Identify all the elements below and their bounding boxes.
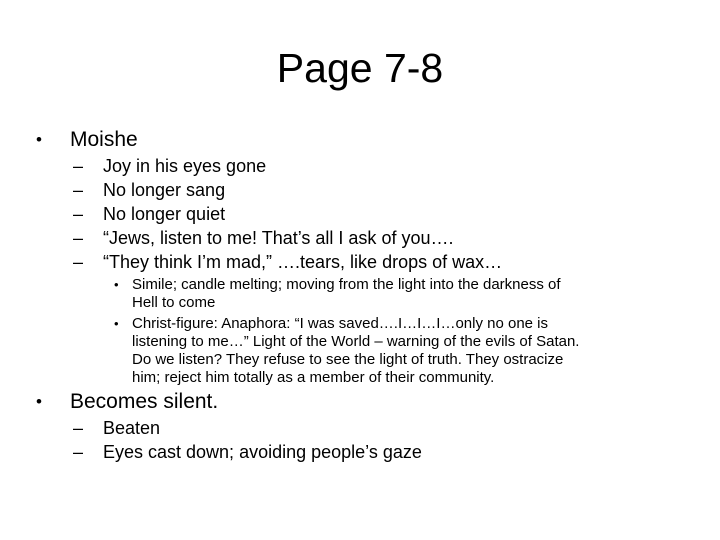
note-simile [114,276,692,312]
slide-title: Page 7-8 [276,45,444,91]
note-christ-figure [114,315,692,387]
bullet-becomes-silent [36,390,219,414]
sub-item-text: No longer quiet [103,204,226,224]
note-marker: • [114,277,119,292]
sub-item-joy [73,154,267,178]
dash-marker: – [73,156,84,176]
dash-marker: – [73,204,84,224]
bullet-marker: • [36,392,42,411]
sub-item-text: Eyes cast down; avoiding people’s gaze [103,442,422,462]
note-marker: • [114,316,119,331]
sub-item-mad [73,250,503,274]
sub-item-text: No longer sang [103,180,226,200]
bullet-text: Moishe [70,128,138,151]
sub-item-text: “They think I’m mad,” ….tears, like drops of wax… [103,252,503,272]
note-line: Hell to come [132,294,216,311]
bullet-text: Becomes silent. [70,390,219,413]
dash-marker: – [73,442,84,462]
sub-item-listen [73,226,454,250]
note-line: Christ-figure: Anaphora: “I was saved….I…I…I…only no one is [132,315,549,332]
sub-item-text: Beaten [103,418,161,438]
sub-item-quiet [73,202,226,226]
note-line: listening to me…” Light of the World – warning of the evils of Satan. [132,333,580,350]
dash-marker: – [73,252,84,272]
dash-marker: – [73,180,84,200]
dash-marker: – [73,418,84,438]
note-line: Do we listen? They refuse to see the light of truth. They ostracize [132,351,564,368]
sub-item-text: “Jews, listen to me! That’s all I ask of you…. [103,228,454,248]
sub-item-sang [73,178,226,202]
bullet-moishe [36,128,138,152]
sub-item-text: Joy in his eyes gone [103,156,267,176]
bullet-marker: • [36,130,42,149]
note-line: him; reject him totally as a member of their community. [132,369,495,386]
sub-item-beaten [73,416,161,440]
sub-item-eyes-down [73,440,422,464]
note-line: Simile; candle melting; moving from the light into the darkness of [132,276,561,293]
dash-marker: – [73,228,84,248]
